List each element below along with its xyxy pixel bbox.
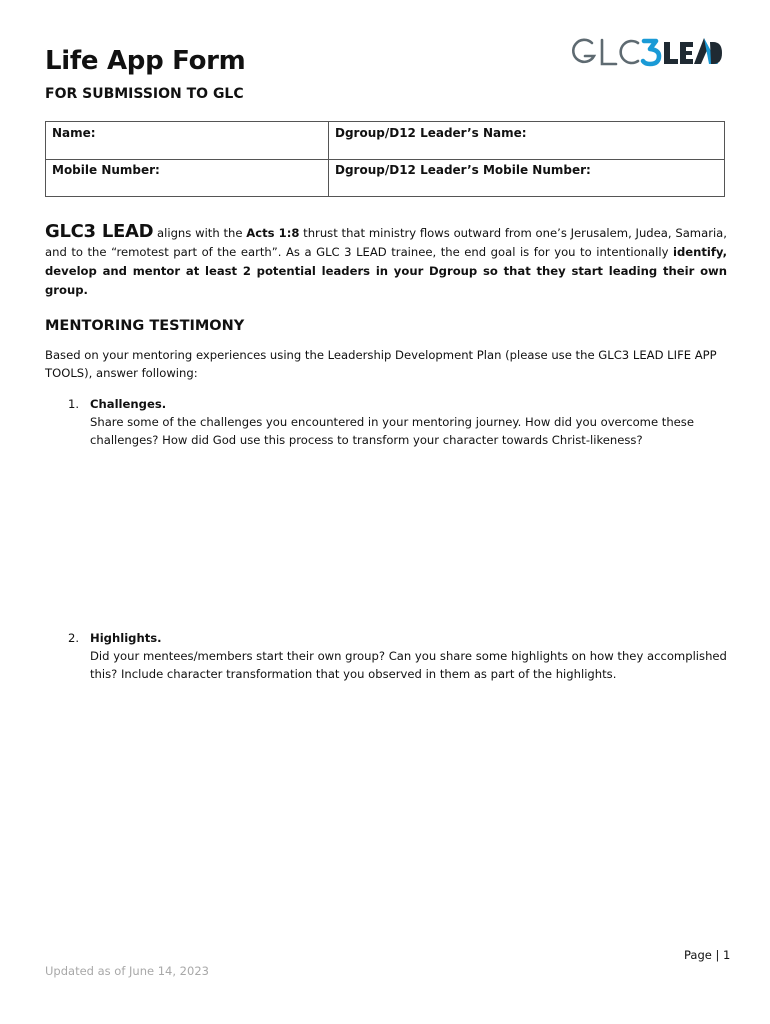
section-title: MENTORING TESTIMONY	[45, 318, 245, 334]
name-field-label: Name:	[52, 126, 96, 140]
question-title: Highlights.	[90, 631, 162, 645]
intro-text-1: aligns with the	[153, 226, 247, 240]
logo-3	[643, 41, 659, 64]
intro-paragraph	[45, 222, 727, 300]
glc3lead-logo	[570, 34, 722, 70]
page-subtitle: FOR SUBMISSION TO GLC	[45, 86, 244, 102]
intro-goal: identify, develop and mentor at least 2 potential leaders in your Dgroup so that they start leading their own group.	[45, 245, 727, 297]
intro-brand: GLC3 LEAD	[45, 221, 154, 242]
intro-text-2: thrust that ministry flows outward from one’s Jerusalem, Judea, Samaria, and to the “remotest part of the earth”. As a GLC 3 LEAD trainee, the end goal is for you to intentionally	[45, 226, 727, 259]
table-horizontal-divider	[46, 159, 724, 160]
intro-acts-reference: Acts 1:8	[246, 226, 300, 240]
leader-name-field-label: Dgroup/D12 Leader’s Name:	[335, 126, 527, 140]
question-title: Challenges.	[90, 397, 167, 411]
leader-mobile-field-label: Dgroup/D12 Leader’s Mobile Number:	[335, 163, 591, 177]
updated-date: Updated as of June 14, 2023	[45, 964, 209, 978]
contact-info-table	[45, 121, 725, 197]
question-text: Did your mentees/members start their own group? Can you share some highlights on how they accomplished this? Include character transformation that you observed in them as part of the highlights.	[90, 649, 727, 681]
logo-glc	[573, 40, 638, 64]
logo-text: GLC3LEAD	[570, 69, 576, 70]
section-intro: Based on your mentoring experiences using the Leadership Development Plan (please use the GLC3 LEAD LIFE APP TOOLS), answer following:	[45, 348, 717, 380]
question-number: 1.	[68, 397, 80, 411]
question-text: Share some of the challenges you encountered in your mentoring journey. How did you overcome these challenges? How did God use this process to transform your character towards Christ-likeness?	[90, 415, 694, 447]
question-number: 2.	[68, 631, 80, 645]
logo-lead	[664, 38, 722, 64]
mobile-field-label: Mobile Number:	[52, 163, 160, 177]
page-number: Page | 1	[684, 948, 731, 962]
page-title: Life App Form	[45, 46, 246, 76]
